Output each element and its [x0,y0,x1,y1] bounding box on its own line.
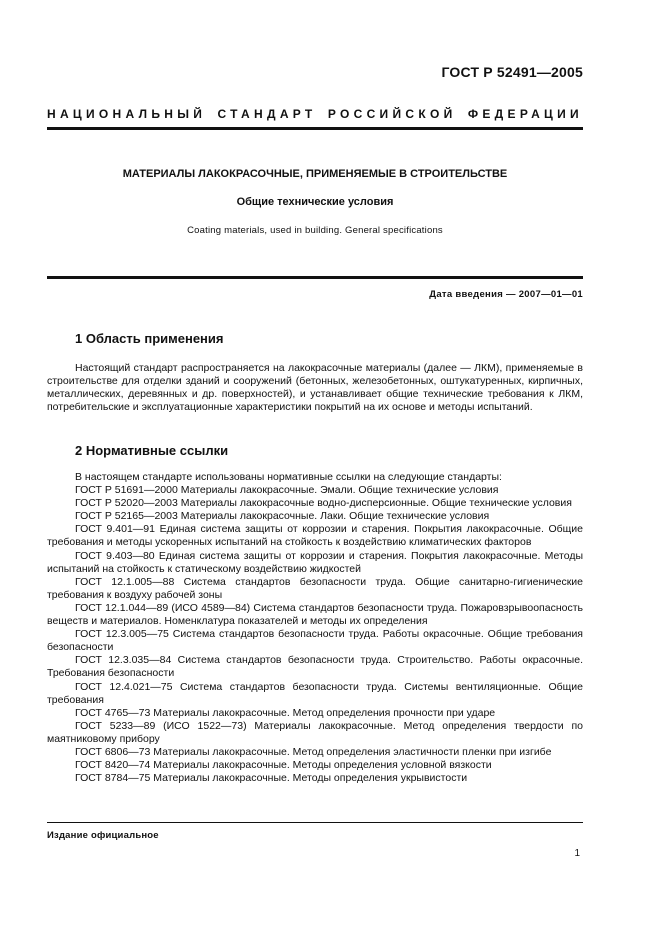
section-2-heading: 2 Нормативные ссылки [75,443,229,458]
document-title: МАТЕРИАЛЫ ЛАКОКРАСОЧНЫЕ, ПРИМЕНЯЕМЫЕ В СТРОИТЕЛЬСТВЕ [122,168,508,180]
paragraph: Настоящий стандарт распространяется на лакокрасочные материалы (далее — ЛКМ), применяемые в строительстве для отделки зданий и сооружений (бетонных, железобетонных, оштукатуренных, кирпичных, металлических, деревянных и др. поверхностей), и устанавливает общие технические требования к ЛКМ, потребительские и эксплуатационные характеристики покрытий на их основе и методы испытаний. [47,362,583,414]
list-item: ГОСТ 6806—73 Материалы лакокрасочные. Метод определения эластичности пленки при изгибе [75,745,552,758]
title-divider [47,276,583,279]
english-title: Coating materials, used in building. General specifications [187,225,443,236]
document-number: ГОСТ Р 52491—2005 [441,64,583,80]
list-item: ГОСТ 5233—89 (ИСО 1522—73) Материалы лакокрасочные. Метод определения твердости по маятниковому прибору [47,719,583,745]
list-item: ГОСТ 8420—74 Материалы лакокрасочные. Методы определения условной вязкости [75,759,492,772]
list-item: ГОСТ Р 51691—2000 Материалы лакокрасочные. Эмали. Общие технические условия [75,484,499,497]
edition-note: Издание официальное [47,830,159,841]
list-item: ГОСТ 9.401—91 Единая система защиты от коррозии и старения. Покрытия лакокрасочные. Общие требования и методы ускоренных испытаний на стойкость к воздействию климатических факторов [47,523,583,549]
footer-divider [47,822,583,823]
list-item: ГОСТ 12.1.005—88 Система стандартов безопасности труда. Общие санитарно-гигиенические требования к воздуху рабочей зоны [47,575,583,601]
national-standard-banner [47,107,583,121]
header-divider [47,127,583,130]
list-item: ГОСТ 12.3.005—75 Система стандартов безопасности труда. Работы окрасочные. Общие требования безопасности [47,628,583,654]
section-1-heading: 1 Область применения [75,331,224,346]
list-item: ГОСТ Р 52020—2003 Материалы лакокрасочные водно-дисперсионные. Общие технические условия [75,497,572,510]
list-item: ГОСТ 9.403—80 Единая система защиты от коррозии и старения. Покрытия лакокрасочные. Методы испытаний на стойкость к статическому воздействию жидкостей [47,549,583,575]
page-number: 1 [574,848,580,859]
list-item: ГОСТ 12.4.021—75 Система стандартов безопасности труда. Системы вентиляционные. Общие требования [47,680,583,706]
banner-word: ФЕДЕРАЦИИ [467,107,583,121]
banner-word: РОССИЙСКОЙ [327,107,457,121]
normative-references-list [47,471,583,785]
list-item: ГОСТ 8784—75 Материалы лакокрасочные. Методы определения укрывистости [75,772,468,785]
document-subtitle: Общие технические условия [236,196,394,208]
introduction-date: Дата введения — 2007—01—01 [429,289,583,300]
list-item: В настоящем стандарте использованы нормативные ссылки на следующие стандарты: [75,471,502,483]
list-item: ГОСТ 4765—73 Материалы лакокрасочные. Метод определения прочности при ударе [75,706,496,719]
list-item: ГОСТ 12.3.035—84 Система стандартов безопасности труда. Строительство. Работы окрасочные. Требования безопасности [47,654,583,680]
section-1-body [47,362,583,414]
list-item: ГОСТ 12.1.044—89 (ИСО 4589—84) Система стандартов безопасности труда. Пожаровзрывоопасность веществ и материалов. Номенклатура показателей и методы их определения [47,601,583,628]
banner-word: СТАНДАРТ [217,107,317,121]
list-item: ГОСТ Р 52165—2003 Материалы лакокрасочные. Лаки. Общие технические условия [75,510,490,523]
banner-word: НАЦИОНАЛЬНЫЙ [47,107,207,121]
